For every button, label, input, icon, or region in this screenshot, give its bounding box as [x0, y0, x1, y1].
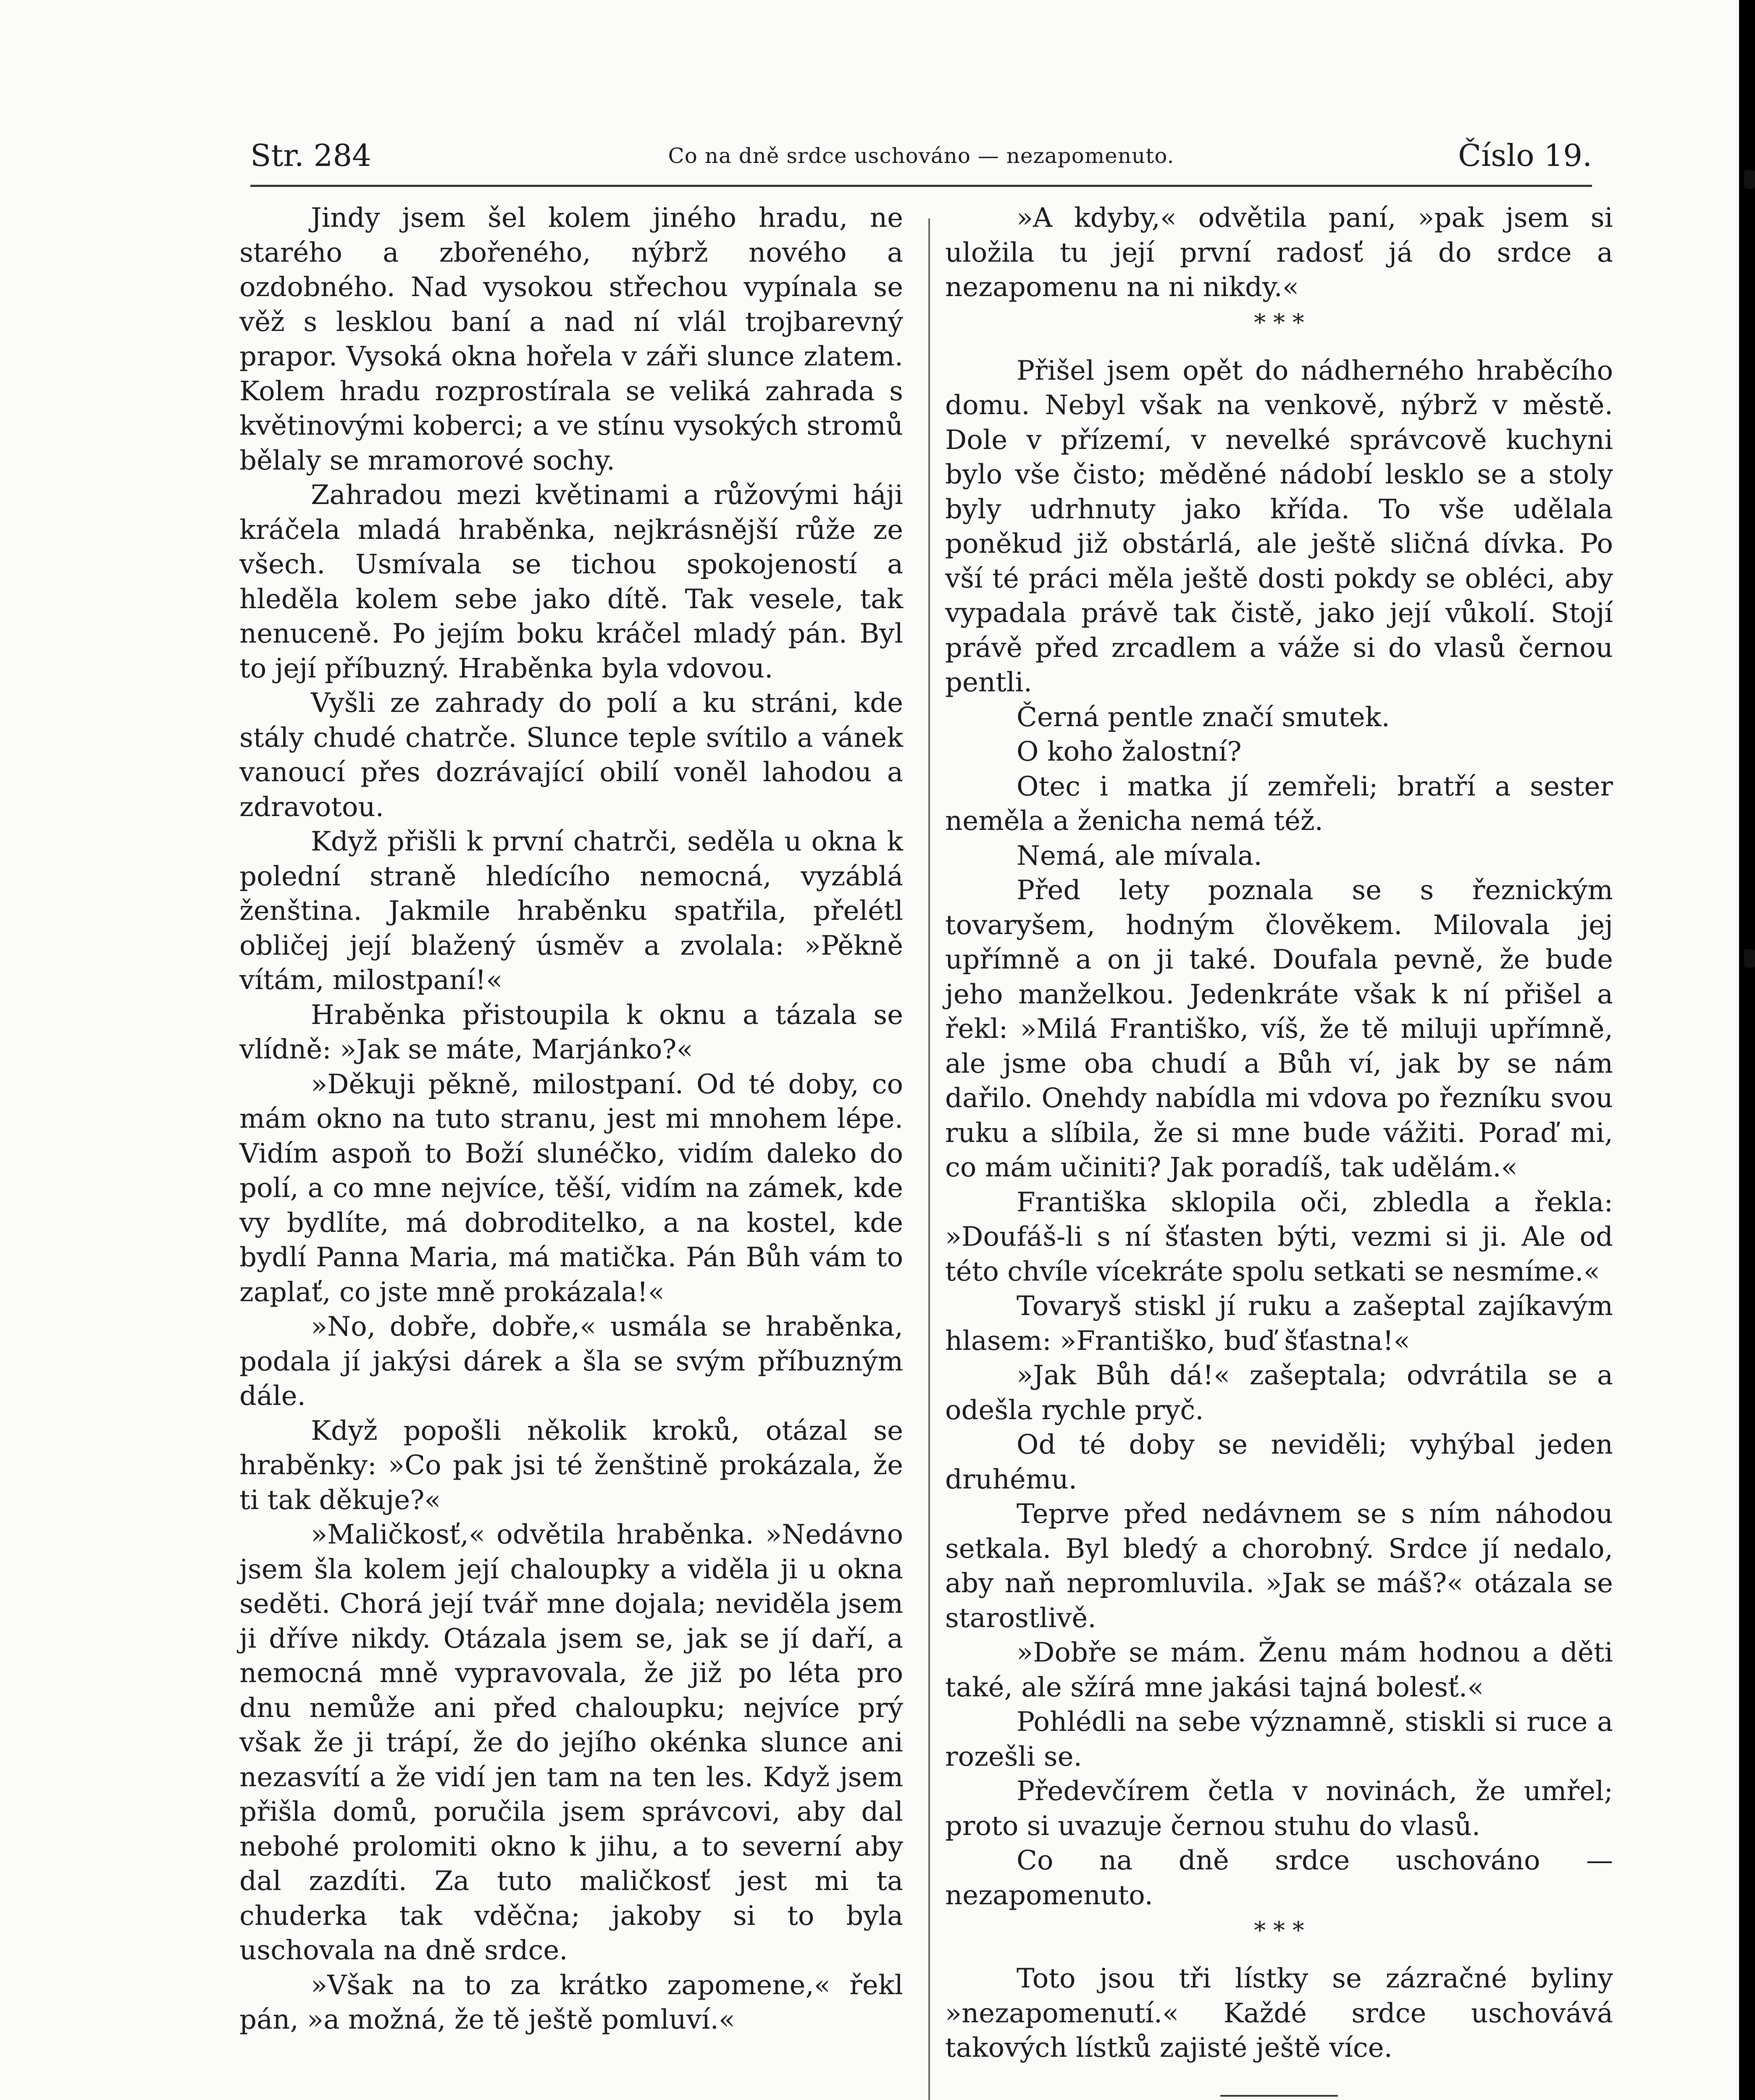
paragraph: »Dobře se mám. Ženu mám hodnou a děti také, ale sžírá mne jakási tajná bolesť.« — [945, 1637, 1613, 1703]
header-rule — [250, 185, 1592, 187]
paragraph: Nemá, ale mívala. — [1017, 840, 1262, 872]
scan-edge-mark — [1744, 170, 1755, 189]
paragraph: Zahradou mezi květinami a růžovými háji kráčela mladá hraběnka, nejkrásnější růže ze všech. Usmívala se tichou spokojeností a hleděla kolem sebe jako dítě. Tak vesele, tak nenuceně. Po jejím boku kráčel mladý pán. Byl to její příbuzný. Hraběnka byla vdovou. — [239, 480, 903, 684]
paragraph: Předevčírem četla v novinách, že umřel; proto si uvazuje černou stuhu do vlasů. — [945, 1776, 1613, 1842]
paragraph: »Maličkosť,« odvětila hraběnka. »Nedávno jsem šla kolem její chaloupky a viděla ji u okna seděti. Chorá její tvář mne dojala; neviděla jsem ji dříve nikdy. Otázala jsem se, jak se jí daří, a nemocná mně vypravovala, že již po léta pro dnu nemůže ani před chaloupku; nejvíce prý však že ji trápí, že do jejího okénka slunce ani nezasvítí a že vidí jen tam na ten les. Když jsem přišla domů, poručila jsem správcovi, aby dal nebohé prolomiti okno k jihu, a to severní aby dal zazdíti. Za tuto maličkosť jest mi ta chuderka tak vděčna; jakoby si to byla uschovala na dně srdce. — [239, 1519, 903, 1966]
right-column — [945, 201, 1613, 2097]
paragraph: »Děkuji pěkně, milostpaní. Od té doby, co mám okno na tuto stranu, jest mi mnohem lépe. Vidím aspoň to Boží slunéčko, vidím daleko do polí, a co mne nejvíce, těší, vidím na zámek, kde vy bydlíte, má dobroditelko, a na kostel, kde bydlí Panna Maria, má matička. Pán Bůh vám to zaplať, co jste mně prokázala!« — [239, 1068, 903, 1308]
paragraph: Teprve před nedávnem se s ním náhodou setkala. Byl bledý a chorobný. Srdce jí nedalo, aby naň nepromluvila. »Jak se máš?« otázala se starostlivě. — [945, 1499, 1613, 1634]
paragraph: Jindy jsem šel kolem jiného hradu, ne starého a zbořeného, nýbrž nového a ozdobného. Nad vysokou střechou vypínala se věž s lesklou baní a nad ní vlál trojbarevný prapor. Vysoká okna hořela v záři slunce zlatem. Kolem hradu rozprostírala se veliká zahrada s květinovými koberci; a ve stínu vysokých stromů bělaly se mramorové sochy. — [239, 202, 903, 476]
paragraph: »Jak Bůh dá!« zašeptala; odvrátila se a odešla rychle pryč. — [945, 1360, 1613, 1426]
section-separator: * * * — [1254, 1917, 1304, 1944]
paragraph: Toto jsou tři lístky se zázračné byliny »nezapomenutí.« Každé srdce uschovává takových lístků zajisté ještě více. — [945, 1963, 1613, 2063]
paragraph: Černá pentle značí smutek. — [1017, 701, 1390, 733]
running-title: Co na dně srdce uschováno — nezapomenuto. — [668, 144, 1174, 168]
paragraph: Pohlédli na sebe významně, stiskli si ruce a rozešli se. — [945, 1706, 1613, 1772]
running-header — [250, 138, 1592, 184]
paragraph: Přišel jsem opět do nádherného hraběcího domu. Nebyl však na venkově, nýbrž v městě. Dole v přízemí, v nevelké správcově kuchyni bylo vše čisto; měděné nádobí lesklo se a stoly byly udrhnuty jako křída. To vše udělala poněkud již obstárlá, ale ještě sličná dívka. Po vší té práci měla ještě dosti pokdy se obléci, aby vypadala právě tak čistě, jako její vůkolí. Stojí právě před zrcadlem a váže si do vlasů černou pentli. — [945, 355, 1613, 698]
paragraph: Tovaryš stiskl jí ruku a zašeptal zajíkavým hlasem: »Františko, buď šťastna!« — [945, 1291, 1613, 1357]
scan-edge-mark — [1744, 949, 1755, 968]
column-divider — [928, 218, 930, 2100]
paragraph: Františka sklopila oči, zbledla a řekla: »Doufáš-li s ní šťasten býti, vezmi si ji. Ale od této chvíle vícekráte spolu setkati se nesmíme.« — [945, 1186, 1613, 1287]
left-column — [239, 201, 903, 2037]
paragraph: Když přišli k první chatrči, seděla u okna k polední straně hledícího nemocná, vyzáblá ženština. Jakmile hraběnku spatřila, přelétl obličej její blažený úsměv a zvolala: »Pěkně vítám, milostpaní!« — [239, 826, 903, 996]
paragraph: »A kdyby,« odvětila paní, »pak jsem si uložila tu její první radosť já do srdce a nezapomenu na ni nikdy.« — [945, 202, 1613, 303]
page-number: Str. 284 — [250, 138, 371, 173]
paragraph: Od té doby se neviděli; vyhýbal jeden druhému. — [945, 1429, 1613, 1495]
end-rule — [1220, 2095, 1338, 2097]
paragraph: Hraběnka přistoupila k oknu a tázala se vlídně: »Jak se máte, Marjánko?« — [239, 999, 903, 1065]
paragraph: »No, dobře, dobře,« usmála se hraběnka, podala jí jakýsi dárek a šla se svým příbuzným dále. — [239, 1311, 903, 1412]
issue-number: Číslo 19. — [1458, 138, 1592, 173]
paragraph: Když popošli několik kroků, otázal se hraběnky: »Co pak jsi té ženštině prokázala, že ti tak děkuje?« — [239, 1415, 903, 1516]
paragraph: Co na dně srdce uschováno — nezapomenuto. — [945, 1845, 1613, 1911]
paragraph: Před lety poznala se s řeznickým tovaryšem, hodným člověkem. Milovala jej upřímně a on ji také. Doufala pevně, že bude jeho manželkou. Jedenkráte však k ní přišel a řekl: »Milá Františko, víš, že tě miluji upřímně, ale jsme oba chudí a Bůh ví, jak by se nám dařilo. Onehdy nabídla mi vdova po řezníku svou ruku a slíbila, že si mne bude vážiti. Poraď mi, co mám učiniti? Jak poradíš, tak udělám.« — [945, 875, 1613, 1183]
section-separator: * * * — [1254, 309, 1304, 336]
paragraph: »Však na to za krátko zapomene,« řekl pán, »a možná, že tě ještě pomluví.« — [239, 1969, 903, 2035]
paragraph: Otec i matka jí zemřeli; bratří a sester neměla a ženicha nemá též. — [945, 771, 1613, 837]
paragraph: O koho žalostní? — [1017, 736, 1242, 767]
paragraph: Vyšli ze zahrady do polí a ku stráni, kde stály chudé chatrče. Slunce teple svítilo a vánek vanoucí přes dozrávající obilí voněl lahodou a zdravotou. — [239, 688, 903, 823]
